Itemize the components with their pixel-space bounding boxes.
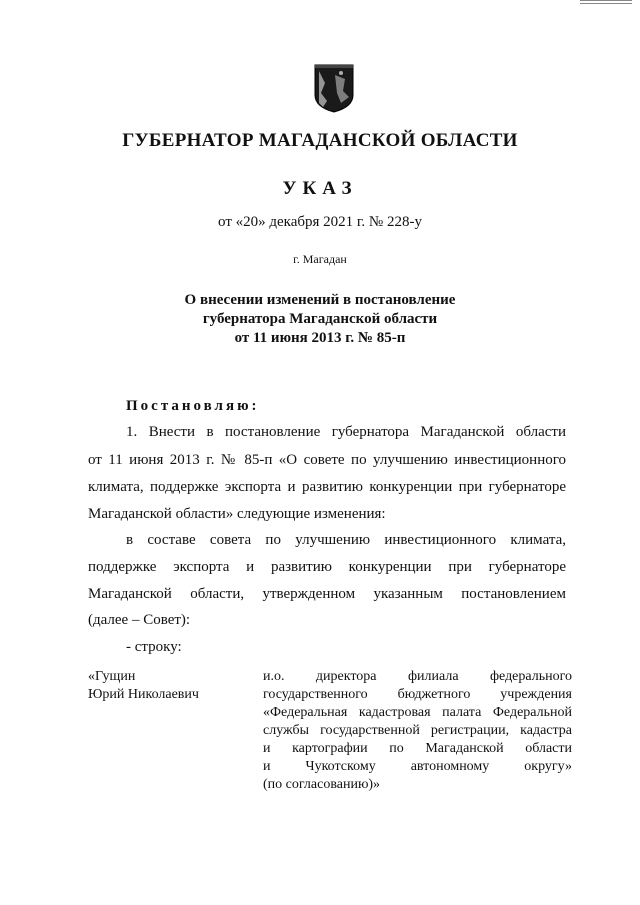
member-name [88, 668, 199, 704]
position-line: и Чукотскому автономному округу» [263, 759, 572, 774]
document-heading [0, 291, 640, 348]
decree-word: Постановляю: [126, 398, 260, 414]
document-date-number: от «20» декабря 2021 г. № 228-у [218, 214, 422, 230]
document-type: УКАЗ [282, 178, 358, 199]
member-name-line: Юрий Николаевич [88, 687, 199, 702]
paragraph-line: поддержке экспорта и развитию конкуренции при губернаторе [88, 559, 566, 575]
scan-corner-mark [580, 0, 632, 5]
position-line: государственного бюджетного учреждения [263, 687, 572, 702]
member-name-line: «Гущин [88, 669, 136, 684]
heading-line: от 11 июня 2013 г. № 85-п [234, 330, 406, 346]
member-position [263, 668, 572, 794]
paragraph-line: Магаданской области» следующие изменения: [88, 506, 386, 522]
paragraph-line: 1. Внести в постановление губернатора Магаданской области [126, 424, 566, 440]
paragraph-line: климата, поддержке экспорта и развитию конкуренции при губернаторе [88, 479, 566, 495]
position-line: службы государственной регистрации, кадастра [263, 723, 572, 738]
coat-of-arms-icon [313, 63, 355, 113]
paragraph-line: (далее – Совет): [88, 612, 191, 628]
document-city: г. Магадан [293, 252, 347, 266]
heading-line: О внесении изменений в постановление [184, 292, 456, 308]
position-line: и картографии по Магаданской области [263, 741, 572, 756]
position-line: (по согласованию)» [263, 777, 381, 792]
paragraph-line: от 11 июня 2013 г. № 85-п «О совете по улучшению инвестиционного [88, 452, 566, 468]
heading-line: губернатора Магаданской области [202, 311, 438, 327]
paragraph-line: Магаданской области, утвержденном указанным постановлением [88, 586, 566, 602]
position-line: «Федеральная кадастровая палата Федеральной [263, 705, 572, 720]
paragraph-line: в составе совета по улучшению инвестиционного климата, [126, 532, 566, 548]
position-line: и.о. директора филиала федерального [263, 669, 572, 684]
paragraph-line: - строку: [126, 639, 182, 655]
issuer-title: ГУБЕРНАТОР МАГАДАНСКОЙ ОБЛАСТИ [122, 130, 518, 151]
